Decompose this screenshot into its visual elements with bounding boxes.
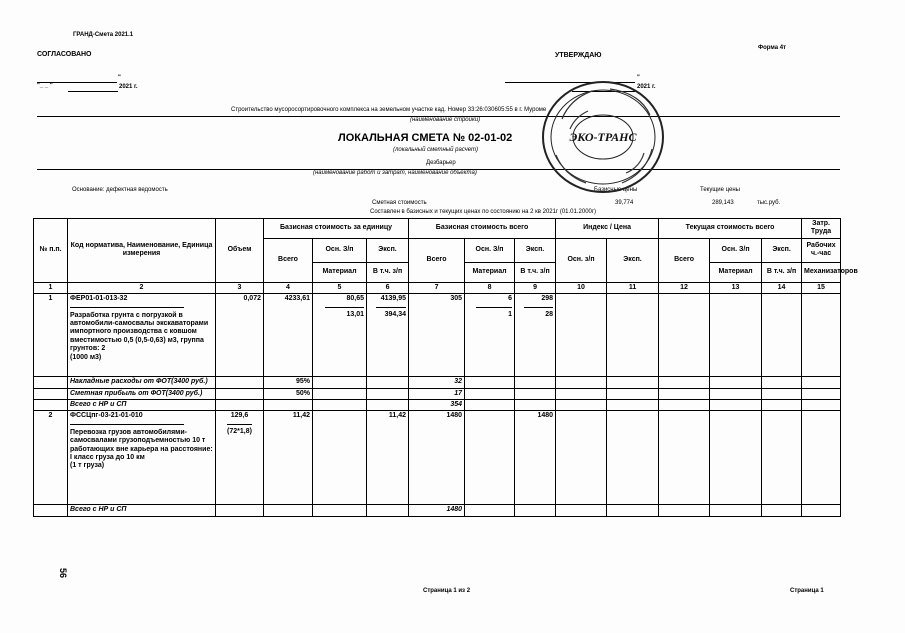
table-row — [34, 411, 841, 505]
th-index-exp: Эксп. — [607, 238, 659, 282]
th-labor: Затр. Труда — [802, 219, 841, 239]
row-unit-total: 11,42 — [264, 411, 313, 505]
subtotal-value: 1480 — [409, 505, 465, 516]
th-index-wage: Осн. з/п — [556, 238, 607, 282]
subtotal-row — [34, 399, 841, 410]
row-unit-wage: 80,65 — [346, 295, 364, 303]
subtotal-row — [34, 505, 841, 516]
row-no: 2 — [34, 411, 68, 505]
th-workers: Рабочих ч.-час — [802, 238, 841, 262]
row-unit-material: 13,01 — [346, 310, 364, 318]
th-volume: Объем — [216, 219, 264, 283]
construction-name: Строительство мусоросортировочного комплекса на земельном участке кад. Номер 33:26:030605:55 в г. Муроме — [231, 107, 547, 113]
construction-caption: (наименование стройки) — [410, 117, 481, 123]
th-unit-material: Материал — [313, 262, 367, 282]
form-label: Форма 4т — [758, 45, 787, 51]
estimate-caption: (локальный сметный расчет) — [393, 147, 479, 153]
row-volume: 0,072 — [216, 294, 264, 377]
agreed-date-mark: " — [118, 75, 121, 81]
agreed-year: 2021 г. — [119, 84, 138, 90]
agreed-label: СОГЛАСОВАНО — [37, 51, 92, 58]
th-current-all: Всего — [659, 238, 710, 282]
profit-row — [34, 388, 841, 399]
row-unit-incl: 394,34 — [384, 310, 407, 318]
overhead-label: Накладные расходы от ФОТ(3400 руб.) — [68, 377, 216, 388]
overhead-value: 32 — [409, 377, 465, 388]
row-base-total: 1480 — [409, 411, 465, 505]
th-index: Индекс / Цена — [556, 219, 659, 239]
overhead-pct: 95% — [264, 377, 313, 388]
object-name: Дезбарьер — [426, 160, 456, 166]
row-no: 1 — [34, 294, 68, 377]
company-seal — [540, 79, 666, 195]
unit-label: тыс.руб. — [757, 200, 781, 206]
row-desc: Разработка грунта с погрузкой в автомобили-самосвалы экскаваторами импортного производства с ковшом вместимостью 0,5 (0,5-0,63) м3, группа грунтов: 2 — [70, 311, 209, 353]
row-base-exp: 298 — [541, 295, 554, 303]
program-name: ГРАНД-Смета 2021.1 — [73, 32, 134, 38]
th-unit-wage: Осн. З/п — [313, 238, 367, 262]
row-volume-formula: (72*1,8) — [227, 427, 252, 435]
subtotal-value: 354 — [409, 399, 465, 410]
row-base-total: 305 — [409, 294, 465, 377]
pages-count: Страница 1 из 2 — [423, 588, 471, 594]
subtotal-label: Всего с НР и СП — [68, 399, 216, 410]
th-unit-incl: В т.ч. з/п — [367, 262, 409, 282]
base-prices-label: Базисные цены — [594, 187, 638, 193]
th-unit-total: Всего — [264, 238, 313, 282]
estimate-title: ЛОКАЛЬНАЯ СМЕТА № 02-01-02 — [338, 132, 513, 144]
th-base-total: Базисная стоимость всего — [409, 219, 556, 239]
profit-value: 17 — [409, 388, 465, 399]
row-unit-total: 4233,61 — [264, 294, 313, 377]
subtotal-label: Всего с НР и СП — [68, 505, 216, 516]
object-caption: (наименование работ и затрат, наименование объекта) — [313, 170, 477, 176]
row-base-incl: 28 — [545, 310, 554, 318]
th-base-incl: В т.ч. з/п — [515, 262, 556, 282]
row-base-wage: 6 — [508, 295, 513, 303]
th-current-material: Материал — [710, 262, 762, 282]
approve-label: УТВЕРЖДАЮ — [555, 52, 602, 59]
th-base-exp: Эксп. — [515, 238, 556, 262]
th-current-incl: В т.ч. з/п — [762, 262, 802, 282]
th-code: Код норматива, Наименование, Единица измерения — [68, 219, 216, 283]
row-volume: 129,6 — [230, 412, 249, 420]
row-unit-exp: 11,42 — [367, 411, 409, 505]
row-desc: Перевозка грузов автомобилями-самосвалами грузоподъемностью 10 т работающих вне карьера на расстояние: I класс груза до 10 км — [70, 428, 213, 461]
row-unit: (1000 м3) — [70, 353, 102, 361]
row-description — [68, 411, 216, 505]
column-number-row: 1 2 3 4 5 6 7 8 9 10 11 12 13 14 15 — [34, 282, 841, 293]
th-no: № п.п. — [34, 219, 68, 283]
table-row — [34, 294, 841, 377]
agreed-date-dash: "_ _ " — [37, 83, 53, 89]
cost-label: Сметная стоимость — [372, 200, 427, 206]
row-unit: (1 т груза) — [70, 462, 105, 470]
side-page-number: 56 — [58, 568, 68, 579]
th-base-all: Всего — [409, 238, 465, 282]
profit-pct: 50% — [264, 388, 313, 399]
row-code: ФССЦпг-03-21-01-010 — [70, 412, 143, 420]
row-code: ФЕР01-01-013-32 — [70, 295, 128, 303]
current-prices-label: Текущие цены — [700, 187, 740, 193]
current-value: 289,143 — [712, 200, 734, 206]
base-value: 39,774 — [615, 200, 634, 206]
th-current-wage: Осн. З/п — [710, 238, 762, 262]
estimate-table — [33, 218, 858, 517]
th-unit-exp: Эксп. — [367, 238, 409, 262]
row-unit-exp: 4139,95 — [380, 295, 407, 303]
approve-year: 2021 г. — [637, 84, 656, 90]
row-description — [68, 294, 216, 377]
approve-date-mark: " — [637, 75, 640, 81]
seal-center-text: ЭКО-ТРАНС — [569, 130, 637, 144]
overhead-row — [34, 377, 841, 388]
row-base-exp: 1480 — [515, 411, 556, 505]
th-base-material: Материал — [465, 262, 515, 282]
profit-label: Сметная прибыль от ФОТ(3400 руб.) — [68, 388, 216, 399]
row-base-material: 1 — [508, 310, 513, 318]
th-current-exp: Эксп. — [762, 238, 802, 262]
th-base-unit: Базисная стоимость за единицу — [264, 219, 409, 239]
basis-label: Основание: дефектная ведомость — [72, 187, 168, 193]
th-current-total: Текущая стоимость всего — [659, 219, 802, 239]
th-base-wage: Осн. З/п — [465, 238, 515, 262]
page-label: Страница 1 — [790, 588, 824, 594]
th-mech: Механизаторов — [802, 262, 841, 282]
compiled-note: Составлен в базисных и текущих ценах по состоянию на 2 кв 2021г (01.01.2000г) — [370, 209, 597, 215]
